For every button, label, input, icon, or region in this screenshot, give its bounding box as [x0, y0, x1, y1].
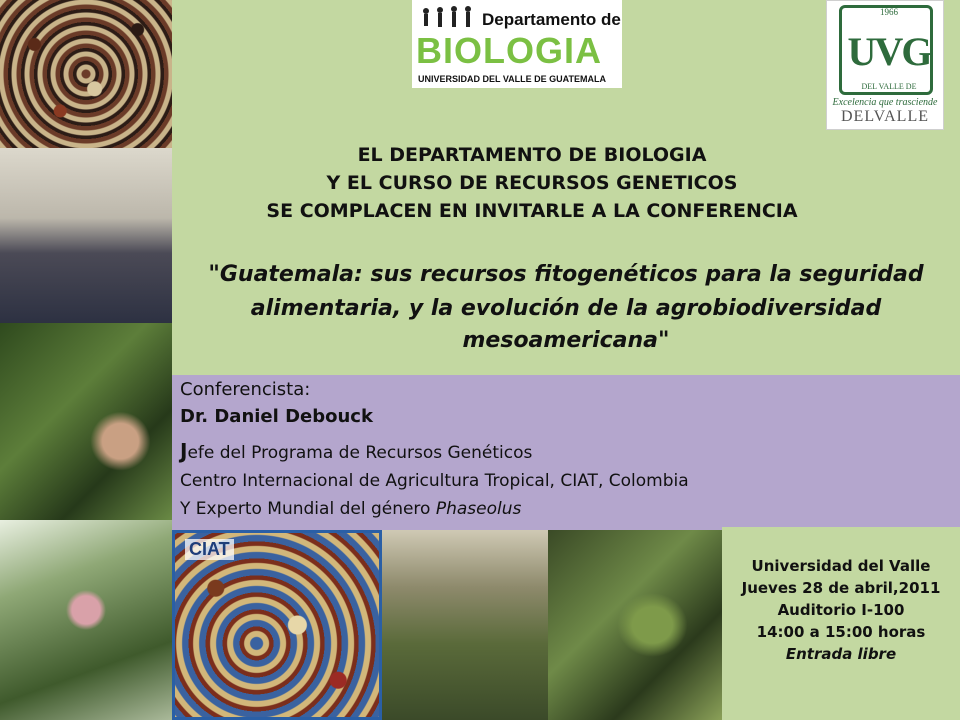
speaker-expertise — [180, 499, 521, 519]
speaker-role-rest: efe del Programa de Recursos Genéticos — [187, 443, 533, 463]
fieldwork-photo — [382, 530, 548, 720]
conference-title-line-1: "Guatemala: sus recursos fitogenéticos para la seguridad — [208, 262, 924, 287]
event-details — [722, 527, 960, 720]
uvg-logo — [826, 0, 944, 130]
event-admission: Entrada libre — [785, 645, 897, 663]
uvg-year: 1966 — [880, 7, 898, 17]
event-venue: Universidad del Valle — [751, 557, 931, 575]
speaker-role-initial: J — [180, 439, 188, 463]
uvg-seal — [839, 5, 933, 95]
beans-photo — [0, 0, 172, 148]
event-date: Jueves 28 de abril,2011 — [741, 579, 941, 597]
logo-biologia-text: BIOLOGIA — [416, 30, 602, 71]
uvg-brand: DELVALLE — [841, 108, 929, 125]
students-lab-photo — [0, 148, 172, 323]
speaker-expertise-genus: Phaseolus — [435, 499, 522, 519]
bean-pods-photo — [548, 530, 722, 720]
bean-flower-photo — [0, 520, 172, 720]
speaker-role — [180, 439, 532, 463]
logo-university-text: UNIVERSIDAD DEL VALLE DE GUATEMALA — [418, 74, 607, 84]
ciat-seed-poster-photo — [172, 530, 382, 720]
biology-department-logo — [412, 0, 622, 88]
heading-line-1: EL DEPARTAMENTO DE BIOLOGIA — [357, 144, 707, 166]
event-time: 14:00 a 15:00 horas — [756, 623, 926, 641]
uvg-seal-bottom: DEL VALLE DE — [861, 82, 917, 91]
evolution-figures-icon — [420, 6, 478, 28]
speaker-institution: Centro Internacional de Agricultura Tropical, CIAT, Colombia — [180, 471, 689, 491]
uvg-tagline: Excelencia que trasciende — [832, 97, 938, 108]
ciat-poster-label: CIAT — [185, 539, 234, 560]
speaker-name: Dr. Daniel Debouck — [180, 406, 373, 427]
logo-department-text: Departamento de — [482, 10, 621, 29]
speaker-expertise-prefix: Y Experto Mundial del género — [180, 499, 436, 519]
heading-line-2: Y EL CURSO DE RECURSOS GENETICOS — [326, 172, 738, 194]
uvg-letters: UVG — [847, 29, 931, 74]
speaker-label: Conferencista: — [180, 379, 311, 400]
speaker-panel — [172, 375, 960, 530]
conference-title-line-2: alimentaria, y la evolución de la agrobiodiversidad — [250, 296, 882, 321]
heading-line-3: SE COMPLACEN EN INVITARLE A LA CONFERENCIA — [266, 200, 798, 222]
event-room: Auditorio I-100 — [777, 601, 905, 619]
plant-collecting-photo — [0, 323, 172, 520]
conference-title-line-3: mesoamericana" — [462, 328, 670, 353]
